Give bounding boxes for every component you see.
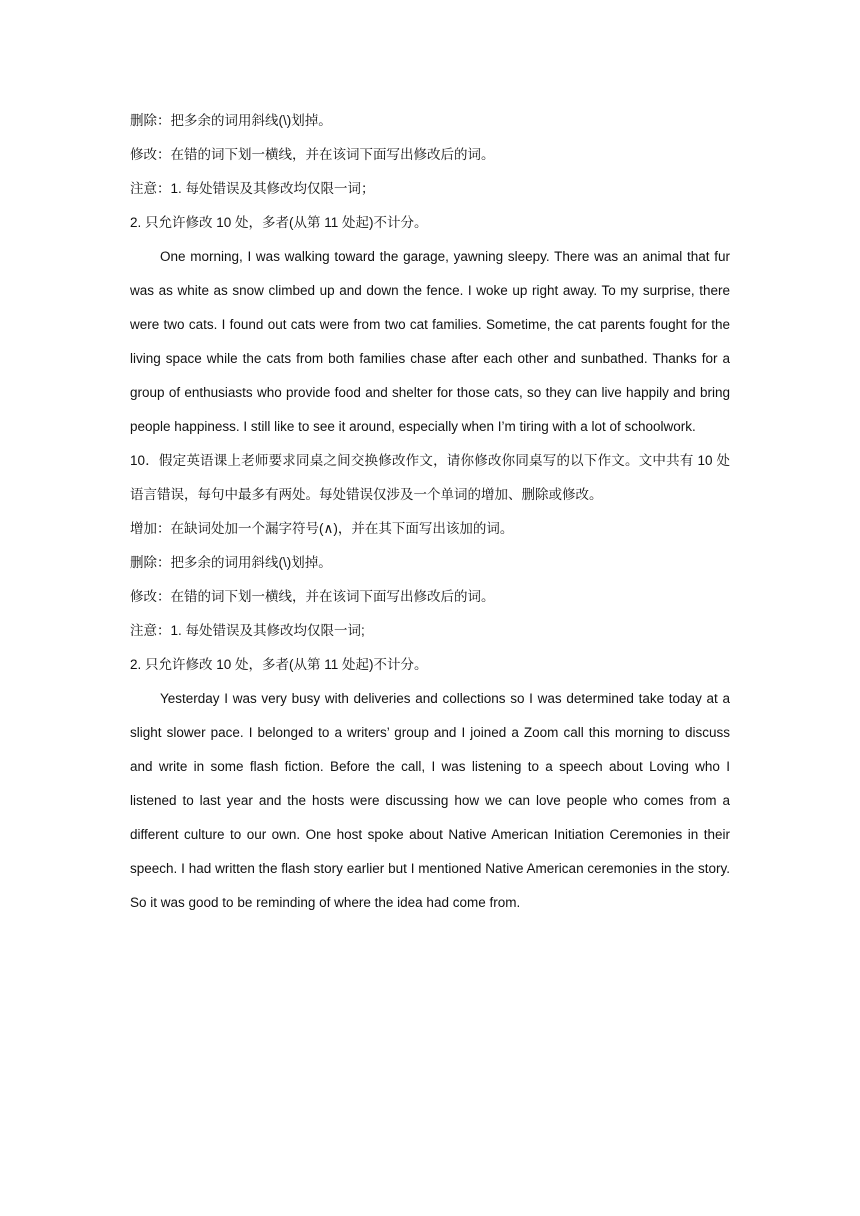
q10-instruction-delete: 删除：把多余的词用斜线(\)划掉。: [130, 555, 332, 570]
instruction-modify: 修改：在错的词下划一横线，并在该词下面写出修改后的词。: [130, 147, 495, 162]
question-10-prompt: 10．假定英语课上老师要求同桌之间交换修改作文，请你修改你同桌写的以下作文。文中共有 10 处语言错误，每句中最多有两处。每处错误仅涉及一个单词的增加、删除或修改。: [130, 453, 730, 502]
instruction-limit: 2. 只允许修改 10 处，多者(从第 11 处起)不计分。: [130, 215, 428, 230]
q10-instruction-note: 注意：1. 每处错误及其修改均仅限一词;: [130, 623, 365, 638]
instruction-note: 注意：1. 每处错误及其修改均仅限一词；: [130, 181, 375, 196]
q10-instruction-modify: 修改：在错的词下划一横线，并在该词下面写出修改后的词。: [130, 589, 495, 604]
q10-instruction-limit: 2. 只允许修改 10 处，多者(从第 11 处起)不计分。: [130, 657, 428, 672]
passage-2: Yesterday I was very busy with deliveries and collections so I was determined take today at a slight slower pace. I belonged to a writers’ group and I joined a Zoom call this morning to discuss and write in some flash fiction. Before the call, I was listening to a speech about Loving who I listened to last year and the hosts were discussing how we can love people who comes from a different culture to our own. One host spoke about Native American Initiation Ceremonies in their speech. I had written the flash story earlier but I mentioned Native American ceremonies in the story. So it was good to be reminding of where the idea had come from.: [130, 691, 730, 910]
document-content: [130, 104, 730, 920]
q10-instruction-add: 增加：在缺词处加一个漏字符号(∧)，并在其下面写出该加的词。: [130, 521, 514, 536]
instruction-delete: 删除：把多余的词用斜线(\)划掉。: [130, 113, 332, 128]
passage-1: One morning, I was walking toward the garage, yawning sleepy. There was an animal that fur was as white as snow climbed up and down the fence. I woke up right away. To my surprise, there were two cats. I found out cats were from two cat families. Sometime, the cat parents fought for the living space while the cats from both families chase after each other and sunbathed. Thanks for a group of enthusiasts who provide food and shelter for those cats, so they can live happily and bring people happiness. I still like to see it around, especially when I’m tiring with a lot of schoolwork.: [130, 249, 730, 434]
